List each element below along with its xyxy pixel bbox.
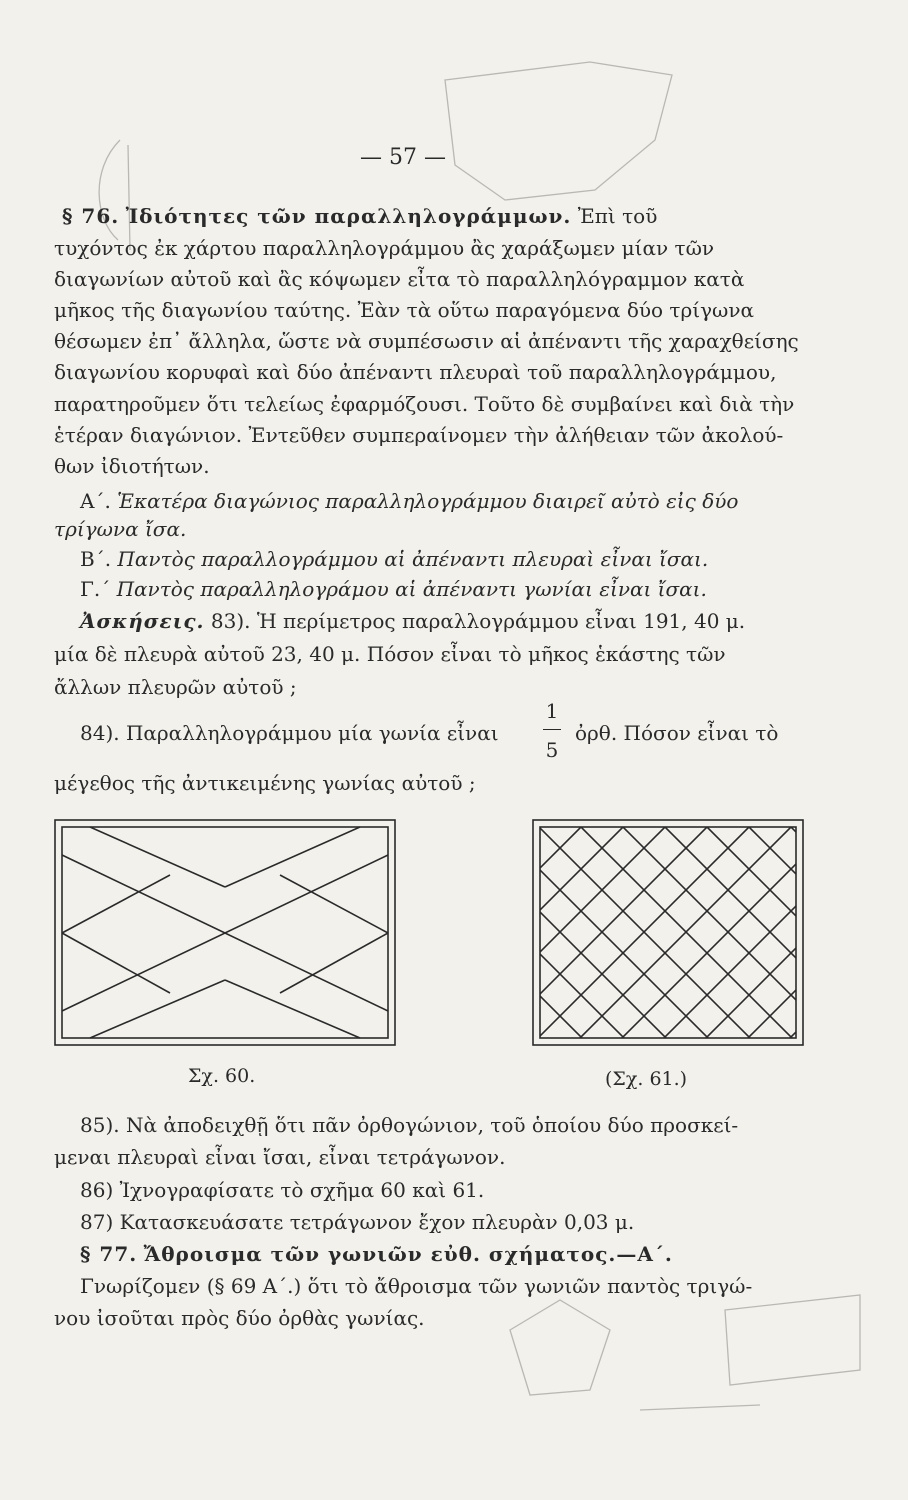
section-77-heading [80, 1241, 673, 1267]
property-b [80, 546, 708, 572]
exercise-84-right: ὀρθ. Πόσον εἶναι τὸ [575, 721, 779, 745]
figure-61-inner-rect [540, 827, 796, 1038]
figure-60 [50, 815, 410, 1055]
lattice-line [528, 827, 708, 1038]
section-76-heading [62, 203, 657, 229]
paragraph-line: Γνωρίζομεν (§ 69 Α΄.) ὅτι τὸ ἄθροισμα τῶν γωνιῶν παντὸς τριγώ- [80, 1274, 753, 1298]
lattice-line [528, 827, 540, 1038]
property-label: Α΄. [80, 489, 111, 513]
exercise-85: 85). Νὰ ἀποδειχθῇ ὅτι πᾶν ὀρθογώνιον, τοῦ ὁποίου δύο προσκεί- [80, 1113, 739, 1137]
paragraph-line: μῆκος τῆς διαγωνίου ταύτης. Ἐὰν τὰ οὕτω παραγόμενα δύο τρίγωνα [54, 298, 754, 322]
paragraph-line: θων ἰδιοτήτων. [54, 454, 210, 478]
lattice-line [749, 827, 808, 1038]
paragraph-line: παρατηροῦμεν ὅτι τελείως ἐφαρμόζουσι. Τοῦτο δὲ συμβαίνει καὶ διὰ τὴν [54, 392, 795, 416]
property-label: Γ.΄ [80, 577, 111, 601]
figure-61-lattice [528, 827, 808, 1038]
paragraph-line: τυχόντος ἐκ χάρτου παραλληλογράμμου ἂς χαράξωμεν μίαν τῶν [54, 236, 715, 260]
exercise-86: 86) Ἰχνογραφίσατε τὸ σχῆμα 60 καὶ 61. [80, 1178, 485, 1202]
exercise-line: ἄλλων πλευρῶν αὐτοῦ ; [54, 675, 297, 699]
paragraph-line: νου ἰσοῦται πρὸς δύο ὀρθὰς γωνίας. [54, 1306, 425, 1330]
property-text: Ἑκατέρα διαγώνιος παραλληλογράμμου διαιρεῖ αὐτὸ εἰς δύο [117, 489, 739, 513]
exercise-line: μία δὲ πλευρὰ αὐτοῦ 23, 40 μ. Πόσον εἶναι τὸ μῆκος ἑκάστης τῶν [54, 642, 726, 666]
lattice-line [528, 827, 623, 1038]
property-label: Β΄. [80, 547, 112, 571]
figure-61-caption: (Σχ. 61.) [605, 1068, 688, 1090]
paragraph-line: διαγωνίου κορυφαὶ καὶ δύο ἀπέναντι πλευραὶ τοῦ παραλληλογράμμου, [54, 360, 777, 384]
page-number: — 57 — [360, 145, 446, 170]
exercises-heading: Ἀσκήσεις. [80, 609, 205, 633]
exercise-84: 84). Παραλληλογράμμου μία γωνία εἶναι [80, 721, 499, 745]
exercise-text: 83). Ἡ περίμετρος παραλλογράμμου εἶναι 191, 40 μ. [210, 609, 746, 633]
section-title: Ἄθροισμα τῶν γωνιῶν εὐθ. σχήματος.—Α΄. [143, 1242, 673, 1266]
exercise-83 [80, 608, 745, 634]
section-number: § 77. [80, 1242, 138, 1266]
property-a-continued: τρίγωνα ἴσα. [54, 517, 187, 541]
paragraph-line: θέσωμεν ἐπ᾽ ἄλληλα, ὥστε νὰ συμπέσωσιν αἱ ἀπέναντι τῆς χαραχθείσης [54, 329, 799, 353]
paragraph-line: Ἐπὶ τοῦ [577, 204, 658, 228]
property-c [80, 576, 707, 602]
lattice-line [528, 827, 707, 1038]
property-text: Παντὸς παραλλογράμμου αἱ ἀπέναντι πλευραὶ εἶναι ἴσαι. [117, 547, 709, 571]
exercise-line: μεναι πλευραὶ εἶναι ἴσαι, εἶναι τετράγωνον. [54, 1145, 506, 1169]
figure-60-caption: Σχ. 60. [188, 1065, 256, 1087]
fraction-denominator: 5 [545, 738, 559, 762]
paragraph-line: ἑτέραν διαγώνιον. Ἐντεῦθεν συμπεραίνομεν τὴν ἀλήθειαν τῶν ἀκολού- [54, 423, 784, 447]
figure-61 [528, 815, 808, 1050]
lattice-line [707, 827, 808, 1038]
lattice-line [748, 827, 808, 1038]
lattice-line [706, 827, 808, 1038]
exercise-line: μέγεθος τῆς ἀντικειμένης γωνίας αὐτοῦ ; [54, 771, 476, 795]
fraction-bar [543, 729, 561, 730]
paragraph-line: διαγωνίων αὐτοῦ καὶ ἂς κόψωμεν εἶτα τὸ παραλληλόγραμμον κατὰ [54, 267, 745, 291]
property-a [80, 488, 738, 514]
fraction-numerator: 1 [545, 699, 559, 723]
property-text: Παντὸς παραλληλογράμου αἱ ἀπέναντι γωνίαι εἶναι ἴσαι. [116, 577, 707, 601]
exercise-87: 87) Κατασκευάσατε τετράγωνον ἔχον πλευρὰν 0,03 μ. [80, 1210, 635, 1234]
lattice-line [791, 827, 808, 1038]
lattice-line [528, 827, 581, 1038]
lattice-line [528, 827, 582, 1038]
section-number: § 76. [62, 204, 120, 228]
lattice-line [790, 827, 808, 1038]
figure-61-outer-rect [533, 820, 803, 1045]
section-title: Ἰδιότητες τῶν παραλληλογράμμων. [125, 204, 572, 228]
lattice-line [528, 827, 624, 1038]
